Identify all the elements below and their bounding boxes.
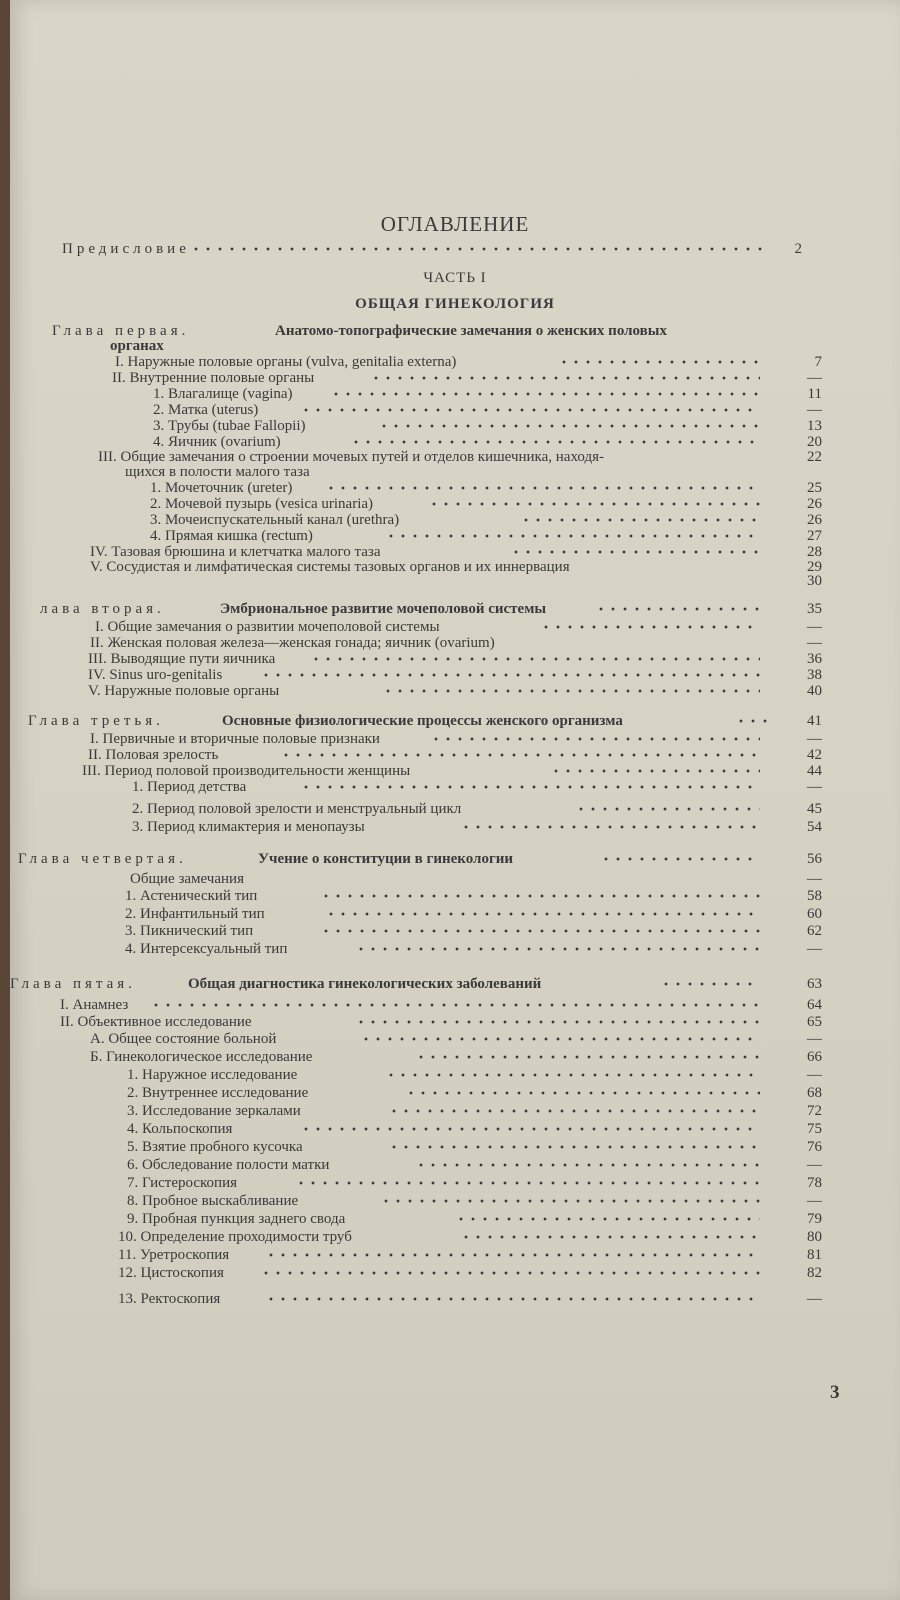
leader-dots: [430, 735, 760, 743]
toc-entry: [10, 1102, 900, 1120]
entry-text: 7. Гистероскопия: [127, 1175, 238, 1191]
toc-entry: [10, 1264, 900, 1282]
page-title: ОГЛАВЛЕНИЕ: [380, 212, 530, 236]
toc-entry: [10, 887, 900, 905]
page-ref: 45: [807, 801, 822, 817]
entry-text: II. Внутренние половые органы: [112, 370, 315, 386]
entry-text: 13. Ректоскопия: [118, 1291, 221, 1307]
page-ref: 79: [807, 1211, 822, 1227]
chapter-title: Анатомо-топографические замечания о женских половых: [275, 323, 667, 339]
leader-dots: [380, 1197, 760, 1205]
entry-text: А. Общее состояние больной: [90, 1031, 277, 1047]
leader-dots: [510, 548, 760, 556]
leader-dots: [660, 980, 760, 988]
entry-text: IV. Тазовая брюшина и клетчатка малого таза: [90, 544, 381, 560]
leader-dots: [330, 390, 760, 398]
entry-text: 1. Наружное исследование: [127, 1067, 298, 1083]
entry-text: 3. Пикнический тип: [125, 923, 254, 939]
book-page: [10, 0, 900, 1600]
entry-text: щихся в полости малого таза: [125, 464, 310, 480]
entry-text: Общие замечания: [130, 871, 244, 887]
entry-text: 4. Кольпоскопия: [127, 1121, 233, 1137]
page-ref: 22: [807, 449, 822, 465]
toc-entry: [10, 1013, 900, 1031]
leader-dots: [428, 500, 760, 508]
page-ref: 26: [807, 512, 822, 528]
leader-dots: [300, 783, 760, 791]
entry-text: I. Анамнез: [60, 997, 129, 1013]
toc-entry: [10, 996, 900, 1014]
toc-entry: [10, 800, 900, 818]
preface-label: Предисловие: [62, 241, 190, 257]
page-ref: 54: [807, 819, 822, 835]
page-ref: 63: [807, 976, 822, 992]
leader-dots: [405, 1089, 760, 1097]
preface-row: [10, 240, 900, 258]
page-ref: —: [807, 1291, 822, 1307]
entry-text: III. Общие замечания о строении мочевых путей и отделов кишечника, находя-: [98, 449, 604, 465]
page-ref: 66: [807, 1049, 822, 1065]
page-ref: 36: [807, 651, 822, 667]
toc-entry: [10, 572, 900, 590]
page-ref: 20: [807, 434, 822, 450]
leader-dots: [558, 358, 758, 366]
entry-text: 10. Определение проходимости труб: [118, 1229, 352, 1245]
page-ref: 41: [807, 713, 822, 729]
entry-text: I. Первичные и вторичные половые признаки: [90, 731, 380, 747]
chapter-prefix: Глава четвертая.: [18, 851, 187, 867]
entry-text: 1. Мочеточник (ureter): [150, 480, 293, 496]
page-ref: 80: [807, 1229, 822, 1245]
page-ref: 72: [807, 1103, 822, 1119]
page-ref: —: [807, 1067, 822, 1083]
page-ref: 11: [807, 386, 822, 402]
page-ref: 76: [807, 1139, 822, 1155]
leader-dots: [150, 1001, 760, 1009]
entry-text: 4. Прямая кишка (rectum): [150, 528, 313, 544]
entry-text: I. Наружные половые органы (vulva, genitalia externa): [115, 354, 457, 370]
leader-dots: [300, 406, 760, 414]
page-ref: 42: [807, 747, 822, 763]
chapter-prefix: Глава пятая.: [10, 976, 136, 992]
page-number: 3: [830, 1382, 840, 1403]
leader-dots: [320, 892, 760, 900]
chapter-title-cont: органах: [110, 338, 164, 354]
part-label: ЧАСТЬ I: [423, 270, 487, 286]
chapter-row: [10, 712, 900, 730]
page-ref: 56: [807, 851, 822, 867]
leader-dots: [320, 927, 760, 935]
page-ref: 81: [807, 1247, 822, 1263]
toc-entry: [10, 818, 900, 836]
entry-text: 4. Яичник (ovarium): [153, 434, 281, 450]
chapter-row: [10, 975, 900, 993]
entry-text: V. Наружные половые органы: [88, 683, 280, 699]
toc-entry: [10, 1084, 900, 1102]
leader-dots: [310, 655, 760, 663]
entry-text: 4. Интерсексуальный тип: [125, 941, 288, 957]
leader-dots: [370, 374, 760, 382]
entry-text: II. Объективное исследование: [60, 1014, 252, 1030]
leader-dots: [520, 516, 760, 524]
page-ref: —: [807, 402, 822, 418]
leader-dots: [575, 805, 760, 813]
entry-text: II. Половая зрелость: [88, 747, 219, 763]
chapter-title: Основные физиологические процессы женского организма: [222, 713, 623, 729]
toc-entry: [10, 922, 900, 940]
page-ref: 64: [807, 997, 822, 1013]
chapter-title: Эмбриональное развитие мочеполовой системы: [220, 601, 547, 617]
toc-entry: [10, 1246, 900, 1264]
leader-dots: [350, 438, 760, 446]
page-ref: —: [807, 871, 822, 887]
leader-dots: [378, 422, 760, 430]
page-ref: 35: [807, 601, 822, 617]
entry-text: III. Выводящие пути яичника: [88, 651, 276, 667]
page-ref: 44: [807, 763, 822, 779]
leader-dots: [595, 605, 760, 613]
toc-entry: [10, 1066, 900, 1084]
entry-text: 2. Матка (uterus): [153, 402, 259, 418]
toc-entry: [10, 1048, 900, 1066]
toc-entry: [10, 870, 900, 888]
page-ref: 58: [807, 888, 822, 904]
page-ref: —: [807, 941, 822, 957]
page-ref: 2: [794, 241, 802, 257]
page-ref: —: [807, 635, 822, 651]
toc-entry: [10, 1210, 900, 1228]
toc-entry: [10, 778, 900, 796]
page-ref: 75: [807, 1121, 822, 1137]
page-ref: —: [807, 619, 822, 635]
leader-dots: [325, 910, 760, 918]
toc-entry: [10, 1192, 900, 1210]
leader-dots: [265, 1295, 760, 1303]
leader-dots: [735, 717, 775, 725]
page-ref: 26: [807, 496, 822, 512]
entry-text: 8. Пробное выскабливание: [127, 1193, 299, 1209]
toc-entry: [10, 1228, 900, 1246]
page-ref: 68: [807, 1085, 822, 1101]
leader-dots: [415, 1053, 760, 1061]
entry-text: 2. Период половой зрелости и менструальный цикл: [132, 801, 462, 817]
chapter-prefix: Глава первая.: [52, 323, 190, 339]
entry-text: 3. Трубы (tubae Fallopii): [153, 418, 306, 434]
toc-entry: [10, 1174, 900, 1192]
entry-text: 12. Цистоскопия: [118, 1265, 224, 1281]
leader-dots: [382, 687, 760, 695]
chapter-prefix: Глава третья.: [28, 713, 164, 729]
page-ref: 27: [807, 528, 822, 544]
page-ref: —: [807, 1193, 822, 1209]
leader-dots: [388, 1143, 760, 1151]
page-ref: 60: [807, 906, 822, 922]
page-ref: 28: [807, 544, 822, 560]
entry-text: 9. Пробная пункция заднего свода: [127, 1211, 346, 1227]
entry-text: III. Период половой производительности женщины: [82, 763, 411, 779]
page-ref: 13: [807, 418, 822, 434]
toc-entry: [10, 1156, 900, 1174]
entry-text: 3. Исследование зеркалами: [127, 1103, 301, 1119]
toc-entry: [10, 905, 900, 923]
leader-dots: [280, 751, 760, 759]
toc-entry: [10, 1290, 900, 1308]
page-ref: —: [807, 370, 822, 386]
entry-text: II. Женская половая железа—женская гонада; яичник (ovarium): [90, 635, 495, 651]
entry-text: 11. Уретроскопия: [118, 1247, 230, 1263]
entry-text: 3. Мочеиспускательный канал (urethra): [150, 512, 400, 528]
chapter-title: Общая диагностика гинекологических заболеваний: [188, 976, 542, 992]
leader-dots: [388, 1107, 760, 1115]
leader-dots: [550, 767, 760, 775]
page-ref: —: [807, 731, 822, 747]
leader-dots: [300, 1125, 760, 1133]
entry-text: 1. Период детства: [132, 779, 247, 795]
page-ref: 62: [807, 923, 822, 939]
leader-dots: [190, 245, 770, 253]
entry-text: IV. Sinus uro-genitalis: [88, 667, 223, 683]
entry-text: 1. Астенический тип: [125, 888, 258, 904]
leader-dots: [540, 623, 760, 631]
part-title: ОБЩАЯ ГИНЕКОЛОГИЯ: [355, 296, 555, 312]
leader-dots: [325, 484, 760, 492]
toc-entry: [10, 1030, 900, 1048]
entry-text: 1. Влагалище (vagina): [153, 386, 293, 402]
leader-dots: [265, 1251, 760, 1259]
page-ref: 40: [807, 683, 822, 699]
entry-text: I. Общие замечания о развитии мочеполовой системы: [95, 619, 440, 635]
chapter-title: Учение о конституции в гинекологии: [258, 851, 514, 867]
leader-dots: [360, 1035, 760, 1043]
leader-dots: [295, 1179, 760, 1187]
entry-text: 2. Внутреннее исследование: [127, 1085, 309, 1101]
page-ref: 38: [807, 667, 822, 683]
page-ref: 30: [807, 573, 822, 589]
leader-dots: [415, 1161, 760, 1169]
entry-text: 5. Взятие пробного кусочка: [127, 1139, 303, 1155]
leader-dots: [460, 1233, 760, 1241]
leader-dots: [385, 532, 760, 540]
leader-dots: [260, 1269, 760, 1277]
entry-text: 3. Период климактерия и менопаузы: [132, 819, 365, 835]
page-ref: 29: [807, 559, 822, 575]
page-ref: 65: [807, 1014, 822, 1030]
leader-dots: [355, 945, 760, 953]
leader-dots: [355, 1018, 760, 1026]
page-ref: 78: [807, 1175, 822, 1191]
page-ref: 7: [814, 354, 822, 370]
leader-dots: [600, 855, 760, 863]
leader-dots: [460, 823, 760, 831]
toc-entry: [10, 1120, 900, 1138]
page-ref: 25: [807, 480, 822, 496]
entry-text: 6. Обследование полости матки: [127, 1157, 330, 1173]
chapter-prefix: лава вторая.: [40, 601, 165, 617]
leader-dots: [385, 1071, 760, 1079]
entry-text: 2. Инфантильный тип: [125, 906, 265, 922]
toc-entry: [10, 682, 900, 700]
entry-text: 2. Мочевой пузырь (vesica urinaria): [150, 496, 374, 512]
page-ref: —: [807, 779, 822, 795]
chapter-row: [10, 600, 900, 618]
page-ref: 82: [807, 1265, 822, 1281]
toc-entry: [10, 1138, 900, 1156]
leader-dots: [260, 671, 760, 679]
page-ref: —: [807, 1031, 822, 1047]
toc-entry: [10, 940, 900, 958]
chapter-row: [10, 850, 900, 868]
entry-text: Б. Гинекологическое исследование: [90, 1049, 313, 1065]
leader-dots: [455, 1215, 760, 1223]
entry-text: V. Сосудистая и лимфатическая системы тазовых органов и их иннервация: [90, 559, 570, 575]
page-ref: —: [807, 1157, 822, 1173]
